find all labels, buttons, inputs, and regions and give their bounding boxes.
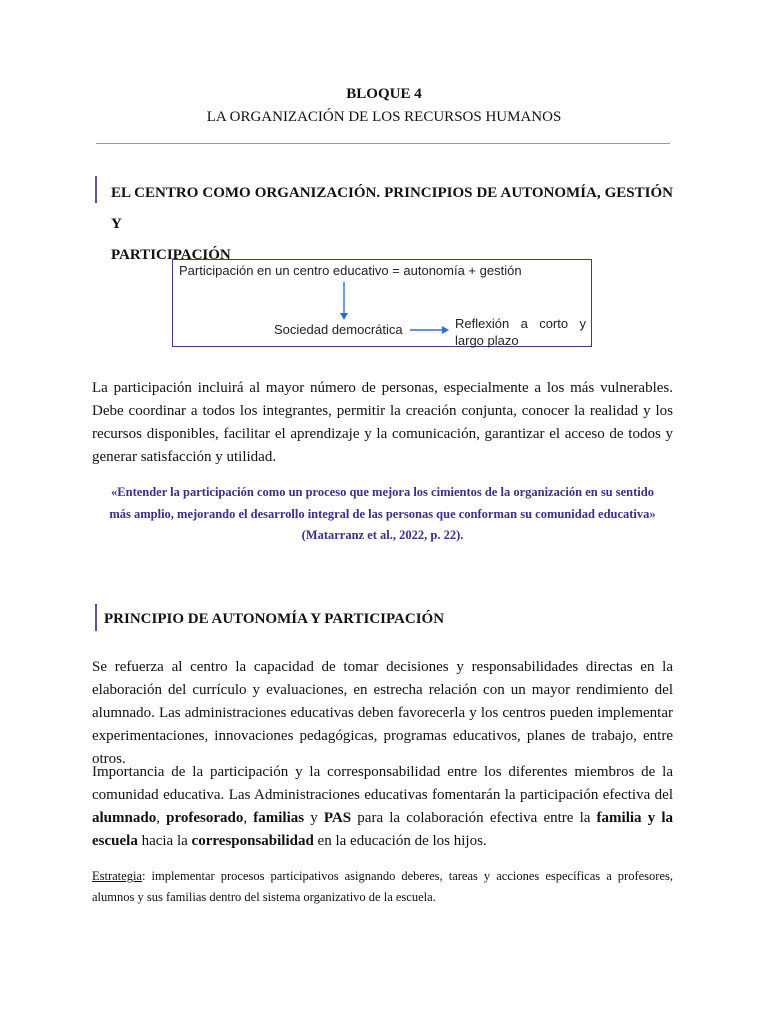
section-accent-bar — [95, 604, 97, 631]
bold-term: PAS — [323, 810, 352, 826]
text-run: en la educación de los hijos. — [313, 833, 487, 849]
down-arrow-head — [340, 313, 348, 320]
text-run: , — [243, 810, 254, 826]
quote-line: más amplio, mejorando el desarrollo integral de las personas que conforman su comunidad educativa» — [109, 506, 656, 521]
title-divider — [96, 143, 670, 144]
text-run: y — [304, 810, 324, 826]
page-title: LA ORGANIZACIÓN DE LOS RECURSOS HUMANOS — [206, 109, 562, 125]
diagram-society: Sociedad democrática — [274, 322, 403, 337]
text-run: , — [156, 810, 167, 826]
bold-term: familias — [253, 810, 305, 826]
section-heading-centro — [111, 178, 673, 271]
strategy-label: Estrategia — [92, 869, 142, 883]
right-arrow-head — [442, 326, 449, 334]
section-heading-line: PARTICIPACIÓN — [111, 247, 231, 263]
diagram-reflection: Reflexión a corto y largo plazo — [455, 316, 586, 348]
paragraph-autonomy: Se refuerza al centro la capacidad de tomar decisiones y responsabilidades directas en la elaboración del currículo y evaluaciones, en estrecha relación con un mayor rendimiento del alumnado. Las administraciones educativas deben favorecerla y los centros pueden implementar experimentaciones, innovaciones pedagógicas, programas educativos, planes de trabajo, entre otros. — [92, 659, 673, 767]
diagram-formula: Participación en un centro educativo = autonomía + gestión — [179, 263, 522, 278]
paragraph-participation: La participación incluirá al mayor número de personas, especialmente a los más vulnerables. Debe coordinar a todos los integrantes, permitir la creación conjunta, conocer la realidad y los recursos disponibles, facilitar el aprendizaje y la comunicación, garantizar el acceso de todos y generar satisfacción y utilidad. — [92, 380, 673, 465]
bold-term: profesorado — [166, 810, 244, 826]
quote-block — [92, 482, 673, 547]
section-accent-bar — [95, 176, 97, 203]
quote-citation: (Matarranz et al., 2022, p. 22). — [301, 528, 464, 542]
text-run: hacia la — [137, 833, 192, 849]
strategy-note — [92, 866, 673, 908]
text-run: para la colaboración efectiva entre la — [351, 810, 597, 826]
text-run: Importancia de la participación y la corresponsabilidad entre los diferentes miembros de la comunidad educativa. Las Administraciones educativas fomentarán la participación efectiva del — [92, 764, 673, 803]
block-title: BLOQUE 4 — [346, 86, 422, 102]
bold-term: corresponsabilidad — [191, 833, 314, 849]
bold-term: alumnado — [92, 810, 157, 826]
quote-line: «Entender la participación como un proceso que mejora los cimientos de la organización en su sentido — [111, 485, 654, 499]
bold-term: familia y la escuela — [92, 810, 674, 849]
section-heading-line: EL CENTRO COMO ORGANIZACIÓN. PRINCIPIOS DE AUTONOMÍA, GESTIÓN Y — [111, 185, 673, 232]
participation-diagram — [172, 259, 592, 347]
section-heading-autonomia: PRINCIPIO DE AUTONOMÍA Y PARTICIPACIÓN — [104, 611, 445, 627]
paragraph-corresponsibility — [92, 761, 673, 853]
strategy-text: : implementar procesos participativos asignando deberes, tareas y acciones específicas a profesores, alumnos y sus familias dentro del sistema organizativo de la escuela. — [92, 869, 673, 904]
